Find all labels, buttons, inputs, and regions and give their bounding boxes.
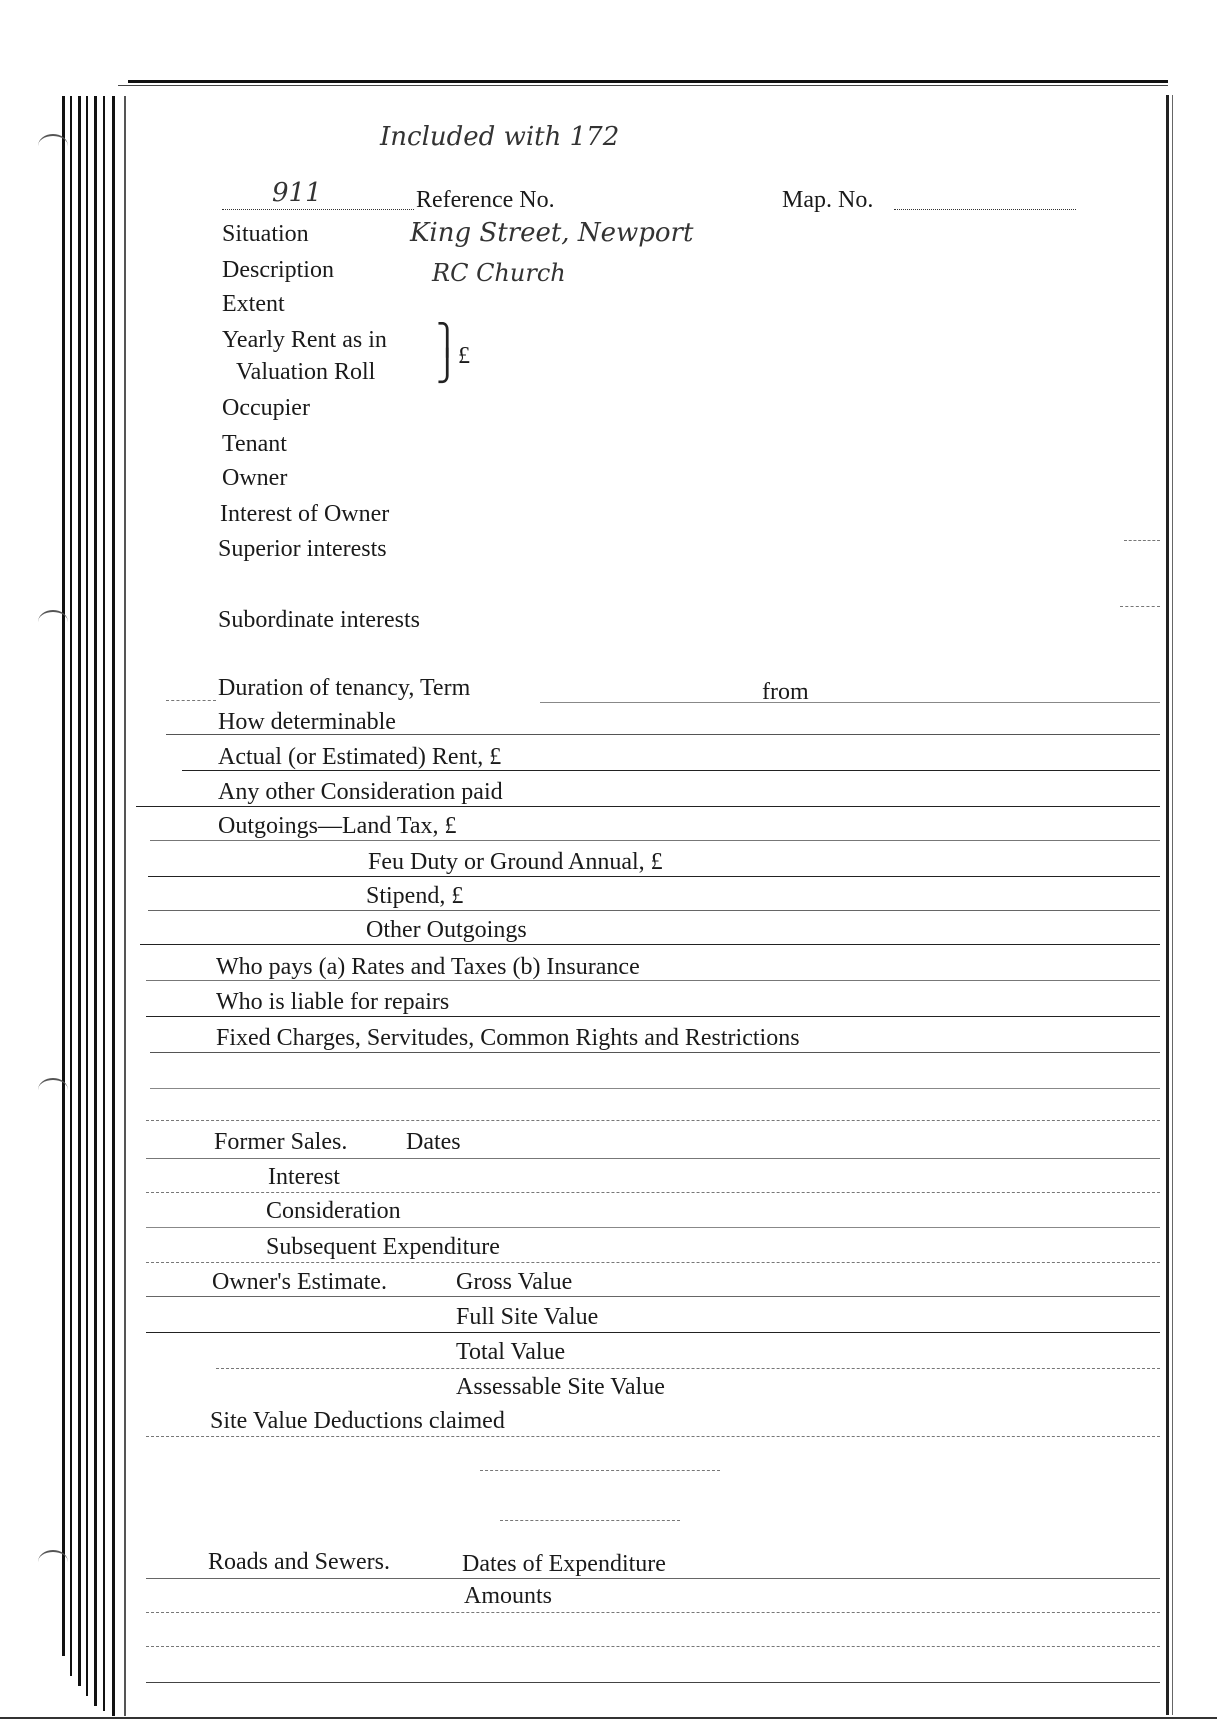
- fixed-charges-label: Fixed Charges, Servitudes, Common Rights and Restrictions: [216, 1025, 800, 1051]
- who-liable-label: Who is liable for repairs: [216, 989, 450, 1015]
- total-value-label: Total Value: [456, 1339, 566, 1365]
- handwritten-situation: King Street, Newport: [410, 218, 694, 248]
- faint-dash: [216, 1368, 1160, 1369]
- handwritten-reference-number: 911: [272, 178, 322, 208]
- brace-lower: ⎭: [436, 350, 459, 383]
- rule-line: [166, 734, 1160, 735]
- rule-line: [146, 1016, 1160, 1017]
- punch-hole: [38, 1078, 68, 1102]
- binding-spine: [103, 96, 105, 1711]
- other-outgoings-label: Other Outgoings: [366, 917, 527, 943]
- amounts-label: Amounts: [464, 1583, 553, 1609]
- superior-interests-label: Superior interests: [218, 536, 387, 562]
- punch-hole: [38, 1550, 68, 1574]
- reference-no-label: Reference No.: [416, 187, 555, 213]
- rule-line: [148, 910, 1160, 911]
- outgoings-land-tax-label: Outgoings—Land Tax, £: [218, 813, 457, 839]
- former-sales-dates-label: Dates: [406, 1129, 461, 1155]
- rule-line: [150, 1088, 1160, 1089]
- rule-line: [146, 1158, 1160, 1159]
- situation-label: Situation: [222, 221, 309, 247]
- faint-dash: [146, 1262, 1160, 1263]
- faint-dash: [1124, 540, 1160, 541]
- subsequent-expenditure-label: Subsequent Expenditure: [266, 1234, 500, 1260]
- duration-line: [540, 702, 1160, 703]
- binding-spine: [70, 96, 72, 1676]
- occupier-label: Occupier: [222, 395, 310, 421]
- stipend-label: Stipend, £: [366, 883, 464, 909]
- subordinate-interests-label: Subordinate interests: [218, 607, 420, 633]
- consideration-label: Consideration: [266, 1198, 401, 1224]
- rule-line: [148, 876, 1160, 877]
- owner-label: Owner: [222, 465, 288, 491]
- from-label: from: [762, 679, 809, 705]
- roads-sewers-label: Roads and Sewers.: [208, 1549, 390, 1575]
- rule-line: [146, 980, 1160, 981]
- rule-line: [136, 806, 1160, 807]
- yearly-rent-label: Yearly Rent as in: [222, 327, 387, 353]
- handwritten-note: Included with 172: [380, 122, 620, 152]
- rule-line: [150, 840, 1160, 841]
- binding-spine: [124, 96, 126, 1716]
- binding-spine: [78, 96, 81, 1686]
- assessable-site-value-label: Assessable Site Value: [456, 1374, 665, 1400]
- other-consideration-label: Any other Consideration paid: [218, 779, 503, 805]
- full-site-value-label: Full Site Value: [456, 1304, 599, 1330]
- page-bottom-edge: [0, 1717, 1217, 1719]
- rule-line: [146, 1227, 1160, 1228]
- reference-dotted-line: [222, 209, 414, 210]
- binding-spine: [94, 96, 97, 1706]
- brace-upper: ⎫: [436, 324, 459, 357]
- owners-estimate-label: Owner's Estimate.: [212, 1269, 387, 1295]
- faint-dash: [146, 1646, 1160, 1647]
- former-sales-label: Former Sales.: [214, 1129, 348, 1155]
- rule-line: [146, 1332, 1160, 1333]
- gross-value-label: Gross Value: [456, 1269, 573, 1295]
- feu-duty-label: Feu Duty or Ground Annual, £: [368, 849, 663, 875]
- dates-of-expenditure-label: Dates of Expenditure: [462, 1551, 666, 1577]
- page-top-edge-shadow: [118, 85, 1168, 86]
- interest-of-owner-label: Interest of Owner: [220, 501, 390, 527]
- faint-dash: [166, 700, 216, 701]
- valuation-roll-label: Valuation Roll: [236, 359, 376, 385]
- how-determinable-label: How determinable: [218, 709, 396, 735]
- faint-dash: [1120, 606, 1160, 607]
- faint-dash: [146, 1120, 1160, 1121]
- faint-dash: [146, 1192, 1160, 1193]
- actual-rent-label: Actual (or Estimated) Rent, £: [218, 744, 502, 770]
- rule-line: [150, 1052, 1160, 1053]
- site-value-deductions-label: Site Value Deductions claimed: [210, 1408, 505, 1434]
- rule-line: [140, 944, 1160, 945]
- page-right-edge-shadow: [1172, 95, 1173, 1715]
- rule-line: [146, 1578, 1160, 1579]
- rule-line: [182, 770, 1160, 771]
- faint-dash: [146, 1436, 1160, 1437]
- map-no-label: Map. No.: [782, 187, 874, 213]
- interest-label: Interest: [268, 1164, 340, 1190]
- map-no-dotted-line: [894, 209, 1076, 210]
- rule-line: [146, 1682, 1160, 1683]
- extent-label: Extent: [222, 291, 285, 317]
- rule-line: [146, 1296, 1160, 1297]
- binding-spine: [112, 96, 115, 1716]
- page-right-edge: [1166, 95, 1169, 1715]
- who-pays-label: Who pays (a) Rates and Taxes (b) Insurance: [216, 954, 640, 980]
- faint-dash: [500, 1520, 680, 1521]
- description-label: Description: [222, 257, 334, 283]
- duration-label: Duration of tenancy, Term: [218, 675, 471, 701]
- punch-hole: [38, 610, 68, 634]
- punch-hole: [38, 134, 68, 158]
- handwritten-description: RC Church: [432, 259, 566, 287]
- tenant-label: Tenant: [222, 431, 287, 457]
- faint-dash: [480, 1470, 720, 1471]
- faint-dash: [146, 1612, 1160, 1613]
- yearly-rent-pound: £: [458, 343, 470, 369]
- binding-spine: [86, 96, 88, 1696]
- page-top-edge: [128, 80, 1168, 83]
- binding-spine: [62, 96, 65, 1656]
